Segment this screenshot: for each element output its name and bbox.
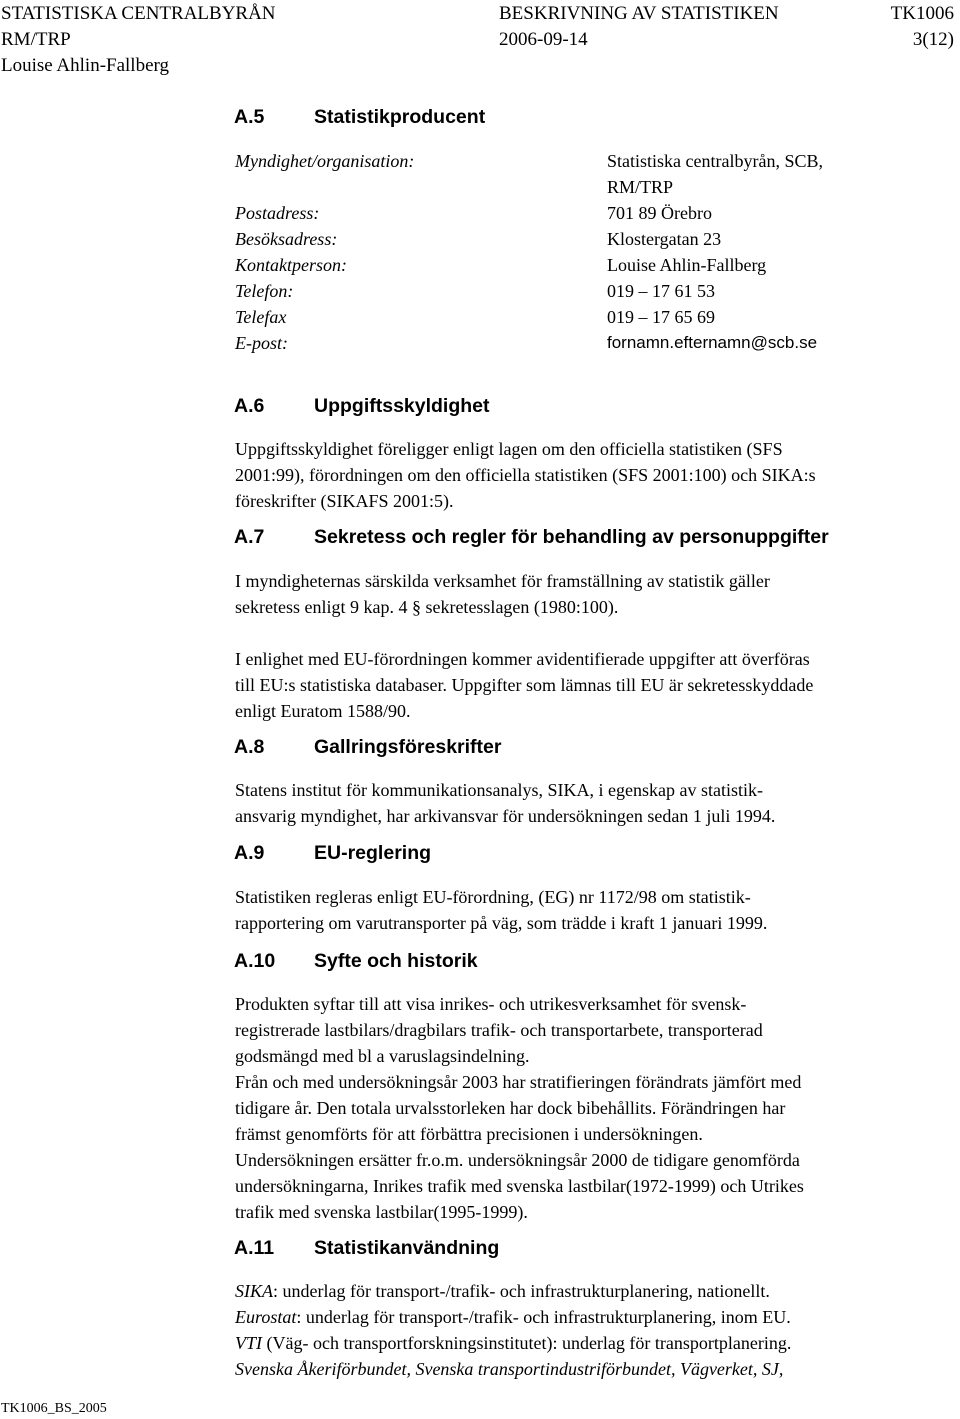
section-a9-title: EU-reglering — [314, 842, 432, 864]
usage-item — [235, 1330, 935, 1356]
paragraph-line: föreskrifter (SIKAFS 2001:5). — [235, 491, 454, 511]
field-label-kontaktperson: Kontaktperson: — [235, 255, 347, 275]
field-label-besoksadress: Besöksadress: — [235, 229, 338, 249]
field-label-postadress: Postadress: — [235, 203, 320, 223]
paragraph-line: registrerade lastbilars/dragbilars trafik- och transportarbete, transporterad — [235, 1020, 763, 1040]
header-unit: RM/TRP — [1, 29, 71, 50]
section-a7-paragraph-1 — [235, 568, 935, 620]
usage-description: : underlag för transport-/trafik- och infrastrukturplanering, nationellt. — [273, 1281, 770, 1301]
field-label-organisation: Myndighet/organisation: — [235, 151, 415, 171]
paragraph-line: trafik med svenska lastbilar(1995-1999). — [235, 1202, 528, 1222]
section-a7-number: A.7 — [234, 526, 265, 548]
paragraph-line: Från och med undersökningsår 2003 har stratifieringen förändrats jämfört med — [235, 1072, 802, 1092]
usage-item — [235, 1356, 935, 1382]
usage-organisation: VTI — [235, 1333, 262, 1353]
usage-item — [235, 1304, 935, 1330]
paragraph-line: till EU:s statistiska databaser. Uppgifter som lämnas till EU är sekretesskyddade — [235, 675, 814, 695]
section-a10-title: Syfte och historik — [314, 950, 478, 972]
section-a5-heading — [234, 105, 485, 129]
section-a8-title: Gallringsföreskrifter — [314, 736, 502, 758]
section-a5-title: Statistikproducent — [314, 106, 486, 128]
usage-item — [235, 1278, 935, 1304]
field-value-organisation: Statistiska centralbyrån, SCB, — [607, 151, 823, 171]
section-a5-number: A.5 — [234, 106, 265, 128]
paragraph-line: I enlighet med EU-förordningen kommer avidentifierade uppgifter att överföras — [235, 649, 810, 669]
section-a6-number: A.6 — [234, 395, 265, 417]
header-author: Louise Ahlin-Fallberg — [1, 55, 169, 76]
header-code: TK1006 — [890, 3, 954, 24]
section-a6-heading — [234, 394, 490, 418]
section-a9-paragraph — [235, 884, 935, 936]
paragraph-line: enligt Euratom 1588/90. — [235, 701, 411, 721]
paragraph-line: Uppgiftsskyldighet föreligger enligt lagen om den officiella statistiken (SFS — [235, 439, 783, 459]
section-a10-paragraph — [235, 991, 935, 1225]
usage-organisation: SIKA — [235, 1281, 273, 1301]
paragraph-line: ansvarig myndighet, har arkivansvar för undersökningen sedan 1 juli 1994. — [235, 806, 776, 826]
section-a9-number: A.9 — [234, 842, 265, 864]
field-value-besoksadress: Klostergatan 23 — [607, 229, 722, 249]
section-a6-paragraph — [235, 436, 935, 514]
usage-description: (Väg- och transportforskningsinstitutet): underlag för transportplanering. — [262, 1333, 792, 1353]
footer-document-code: TK1006_BS_2005 — [1, 1401, 107, 1416]
field-value-telefax: 019 – 17 65 69 — [607, 307, 715, 327]
field-value-postadress: 701 89 Örebro — [607, 203, 712, 223]
section-a6-title: Uppgiftsskyldighet — [314, 395, 490, 417]
paragraph-line: undersökningarna, Inrikes trafik med svenska lastbilar(1972-1999) och Utrikes — [235, 1176, 804, 1196]
section-a10-heading — [234, 949, 478, 973]
paragraph-line: I myndigheternas särskilda verksamhet för framställning av statistik gäller — [235, 571, 770, 591]
field-value-epost: fornamn.efternamn@scb.se — [607, 333, 818, 352]
section-a8-paragraph — [235, 777, 935, 829]
header-date: 2006-09-14 — [499, 29, 588, 50]
usage-organisation: Eurostat — [235, 1307, 297, 1327]
section-a11-number: A.11 — [234, 1237, 275, 1259]
header-org: STATISTISKA CENTRALBYRÅN — [1, 3, 276, 24]
paragraph-line: Undersökningen ersätter fr.o.m. undersökningsår 2000 de tidigare genomförda — [235, 1150, 800, 1170]
header-page-number: 3(12) — [912, 29, 954, 50]
header-doc-type: BESKRIVNING AV STATISTIKEN — [499, 3, 779, 24]
paragraph-line: främst genomförts för att förbättra precisionen i undersökningen. — [235, 1124, 703, 1144]
field-label-telefax: Telefax — [235, 307, 287, 327]
section-a11-usage-list — [235, 1278, 935, 1382]
section-a11-heading — [234, 1236, 499, 1260]
section-a7-title: Sekretess och regler för behandling av personuppgifter — [314, 526, 829, 548]
paragraph-line: rapportering om varutransporter på väg, som trädde i kraft 1 januari 1999. — [235, 913, 768, 933]
field-label-epost: E-post: — [235, 333, 288, 353]
paragraph-line: godsmängd med bl a varuslagsindelning. — [235, 1046, 530, 1066]
usage-description: : underlag för transport-/trafik- och infrastrukturplanering, inom EU. — [296, 1307, 791, 1327]
section-a7-heading — [234, 525, 829, 549]
usage-organisation: Svenska Åkeriförbundet, Svenska transportindustriförbundet, Vägverket, SJ, — [235, 1359, 784, 1379]
section-a8-number: A.8 — [234, 736, 265, 758]
field-value-organisation-unit: RM/TRP — [607, 177, 674, 197]
paragraph-line: Produkten syftar till att visa inrikes- och utrikesverksamhet för svensk- — [235, 994, 747, 1014]
paragraph-line: sekretess enligt 9 kap. 4 § sekretesslagen (1980:100). — [235, 597, 619, 617]
field-value-telefon: 019 – 17 61 53 — [607, 281, 715, 301]
section-a10-number: A.10 — [234, 950, 276, 972]
field-label-telefon: Telefon: — [235, 281, 294, 301]
field-value-kontaktperson: Louise Ahlin-Fallberg — [607, 255, 767, 275]
paragraph-line: Statens institut för kommunikationsanalys, SIKA, i egenskap av statistik- — [235, 780, 763, 800]
paragraph-line: tidigare år. Den totala urvalsstorleken har dock bibehållits. Förändringen har — [235, 1098, 786, 1118]
section-a9-heading — [234, 841, 431, 865]
section-a7-paragraph-2 — [235, 646, 935, 724]
paragraph-line: 2001:99), förordningen om den officiella statistiken (SFS 2001:100) och SIKA:s — [235, 465, 816, 485]
section-a8-heading — [234, 735, 501, 759]
paragraph-line: Statistiken regleras enligt EU-förordning, (EG) nr 1172/98 om statistik- — [235, 887, 751, 907]
section-a11-title: Statistikanvändning — [314, 1237, 500, 1259]
